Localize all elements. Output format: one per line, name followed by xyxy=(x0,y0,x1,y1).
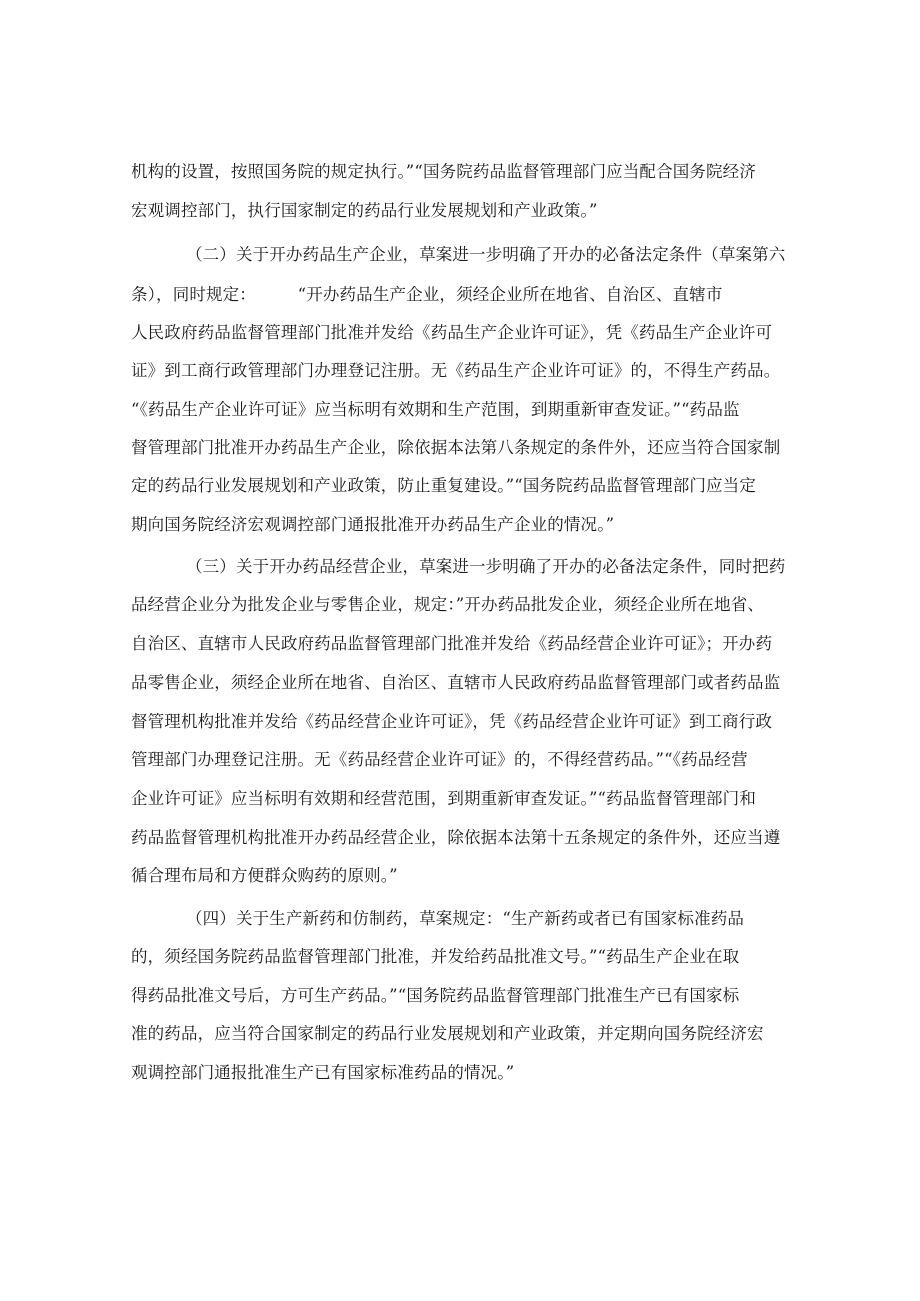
paragraph-2-line-3: 人民政府药品监督管理部门批准并发给《药品生产企业许可证》，凭《药品生产企业许可 xyxy=(131,323,773,342)
paragraph-3-line-6: 管理部门办理登记注册。无《药品经营企业许可证》的，不得经营药品。”“《药品经营 xyxy=(131,750,748,769)
paragraph-2-line-4: 证》到工商行政管理部门办理登记注册。无《药品生产企业许可证》的，不得生产药品。 xyxy=(131,361,781,380)
paragraph-4-line-4: 准的药品，应当符合国家制定的药品行业发展规划和产业政策，并定期向国务院经济宏 xyxy=(131,1024,764,1043)
paragraph-4-line-2: 的，须经国务院药品监督管理部门批准，并发给药品批准文号。”“药品生产企业在取 xyxy=(131,947,740,966)
paragraph-2-line-1: （二）关于开办药品生产企业，草案进一步明确了开办的必备法定条件（草案第六 xyxy=(186,245,786,264)
paragraph-3-line-8: 药品监督管理机构批准开办药品经营企业，除依据本法第十五条规定的条件外，还应当遵 xyxy=(131,828,781,847)
paragraph-4-line-1: （四）关于生产新药和仿制药，草案规定：“生产新药或者已有国家标准药品 xyxy=(186,909,745,928)
paragraph-3-line-5: 督管理机构批准并发给《药品经营企业许可证》，凭《药品经营企业许可证》到工商行政 xyxy=(131,712,773,731)
paragraph-3-line-1: （三）关于开办药品经营企业，草案进一步明确了开办的必备法定条件，同时把药 xyxy=(186,557,786,576)
paragraph-2-line-8: 期向国务院经济宏观调控部门通报批准开办药品生产企业的情况。” xyxy=(131,515,615,534)
paragraph-4-line-5: 观调控部门通报批准生产已有国家标准药品的情况。” xyxy=(131,1063,515,1082)
paragraph-3-line-4: 品零售企业，须经企业所在地省、自治区、直辖市人民政府药品监督管理部门或者药品监 xyxy=(131,673,781,692)
paragraph-1-line-2: 宏观调控部门，执行国家制定的药品行业发展规划和产业政策。” xyxy=(131,201,598,220)
paragraph-1-line-1: 机构的设置，按照国务院的规定执行。”“国务院药品监督管理部门应当配合国务院经济 xyxy=(131,162,756,181)
paragraph-2-line-7: 定的药品行业发展规划和产业政策，防止重复建设。”“国务院药品监督管理部门应当定 xyxy=(131,476,756,495)
paragraph-3-line-7: 企业许可证》应当标明有效期和经营范围，到期重新审查发证。”“药品监督管理部门和 xyxy=(131,789,756,808)
paragraph-4-line-3: 得药品批准文号后，方可生产药品。”“国务院药品监督管理部门批准生产已有国家标 xyxy=(131,986,740,1005)
paragraph-2-line-6: 督管理部门批准开办药品生产企业，除依据本法第八条规定的条件外，还应当符合国家制 xyxy=(131,438,781,457)
paragraph-3-line-2: 品经营企业分为批发企业与零售企业，规定：”开办药品批发企业，须经企业所在地省、 xyxy=(131,595,765,614)
paragraph-2-line-5: “《药品生产企业许可证》应当标明有效期和生产范围，到期重新审查发证。”“药品监 xyxy=(131,400,740,419)
paragraph-3-line-3: 自治区、直辖市人民政府药品监督管理部门批准并发给《药品经营企业许可证》；开办药 xyxy=(131,634,773,653)
paragraph-3-line-9: 循合理布局和方便群众购药的原则。” xyxy=(131,866,398,885)
paragraph-2-line-2: 条），同时规定： “开办药品生产企业，须经企业所在地省、自治区、直辖市 xyxy=(131,285,723,304)
